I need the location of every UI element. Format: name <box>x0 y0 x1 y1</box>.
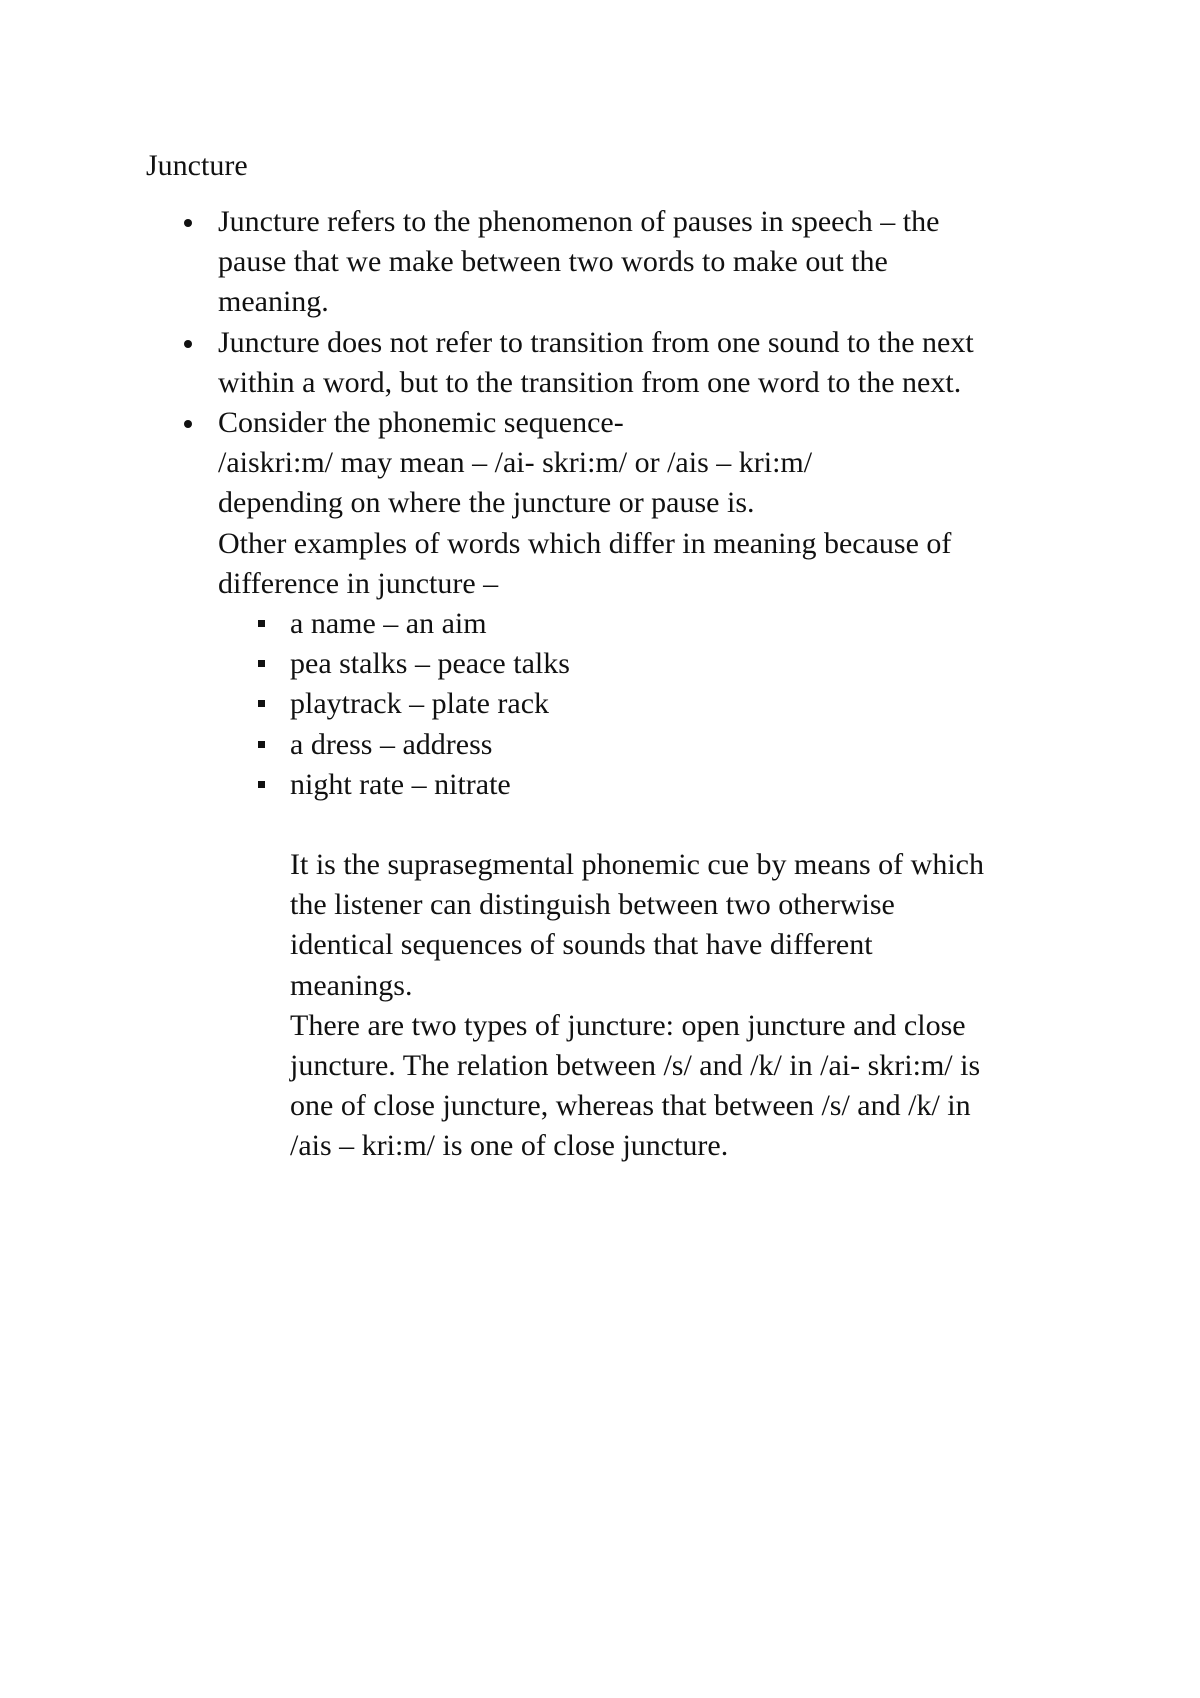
example-text: night rate – nitrate <box>290 767 511 801</box>
text-line: Other examples of words which differ in meaning because of <box>218 526 952 560</box>
bullet-dot-icon <box>184 420 192 428</box>
square-bullet-icon <box>258 781 265 788</box>
example-text: a dress – address <box>290 727 493 761</box>
example-item <box>218 644 1058 684</box>
text-line: /aiskri:m/ may mean – /ai- skri:m/ or /ais – kri:m/ <box>218 446 813 480</box>
bullet-item-transition <box>0 323 1058 403</box>
text-line: depending on where the juncture or pause is. <box>218 486 755 520</box>
text-line: Consider the phonemic sequence- <box>218 406 624 440</box>
note-line: /ais – kri:m/ is one of close juncture. <box>290 1129 729 1163</box>
text-line: within a word, but to the transition from one word to the next. <box>218 365 962 399</box>
text-line: meaning. <box>218 285 329 319</box>
text-line: pause that we make between two words to make out the <box>218 245 888 279</box>
example-text: pea stalks – peace talks <box>290 647 570 681</box>
example-item <box>218 684 1058 724</box>
bullet-dot-icon <box>184 340 192 348</box>
document-title: Juncture <box>146 149 248 182</box>
example-text: a name – an aim <box>290 607 487 641</box>
bullet-item-phonemic-sequence <box>0 403 1058 1167</box>
note-line: There are two types of juncture: open juncture and close <box>290 1008 966 1042</box>
example-item <box>218 725 1058 765</box>
square-bullet-icon <box>258 620 265 627</box>
note-line: one of close juncture, whereas that between /s/ and /k/ in <box>290 1089 971 1123</box>
example-item <box>218 765 1058 805</box>
example-text: playtrack – plate rack <box>290 687 550 721</box>
note-line: juncture. The relation between /s/ and /k/ in /ai- skri:m/ is <box>290 1049 981 1083</box>
bullet-item-definition <box>0 202 1058 323</box>
text-line: Juncture refers to the phenomenon of pauses in speech – the <box>218 205 940 238</box>
square-bullet-icon <box>258 741 265 748</box>
text-line: difference in juncture – <box>218 566 499 600</box>
note-line: It is the suprasegmental phonemic cue by means of which <box>290 848 984 882</box>
examples-list <box>218 604 1058 805</box>
juncture-note <box>218 845 1058 1167</box>
square-bullet-icon <box>258 700 265 707</box>
bullet-dot-icon <box>184 219 192 227</box>
square-bullet-icon <box>258 660 265 667</box>
main-bullet-list <box>0 202 1200 1167</box>
note-line: identical sequences of sounds that have different <box>290 928 873 962</box>
text-line: Juncture does not refer to transition from one sound to the next <box>218 325 974 359</box>
note-line: meanings. <box>290 968 413 1002</box>
example-item <box>218 604 1058 644</box>
note-line: the listener can distinguish between two otherwise <box>290 888 895 922</box>
